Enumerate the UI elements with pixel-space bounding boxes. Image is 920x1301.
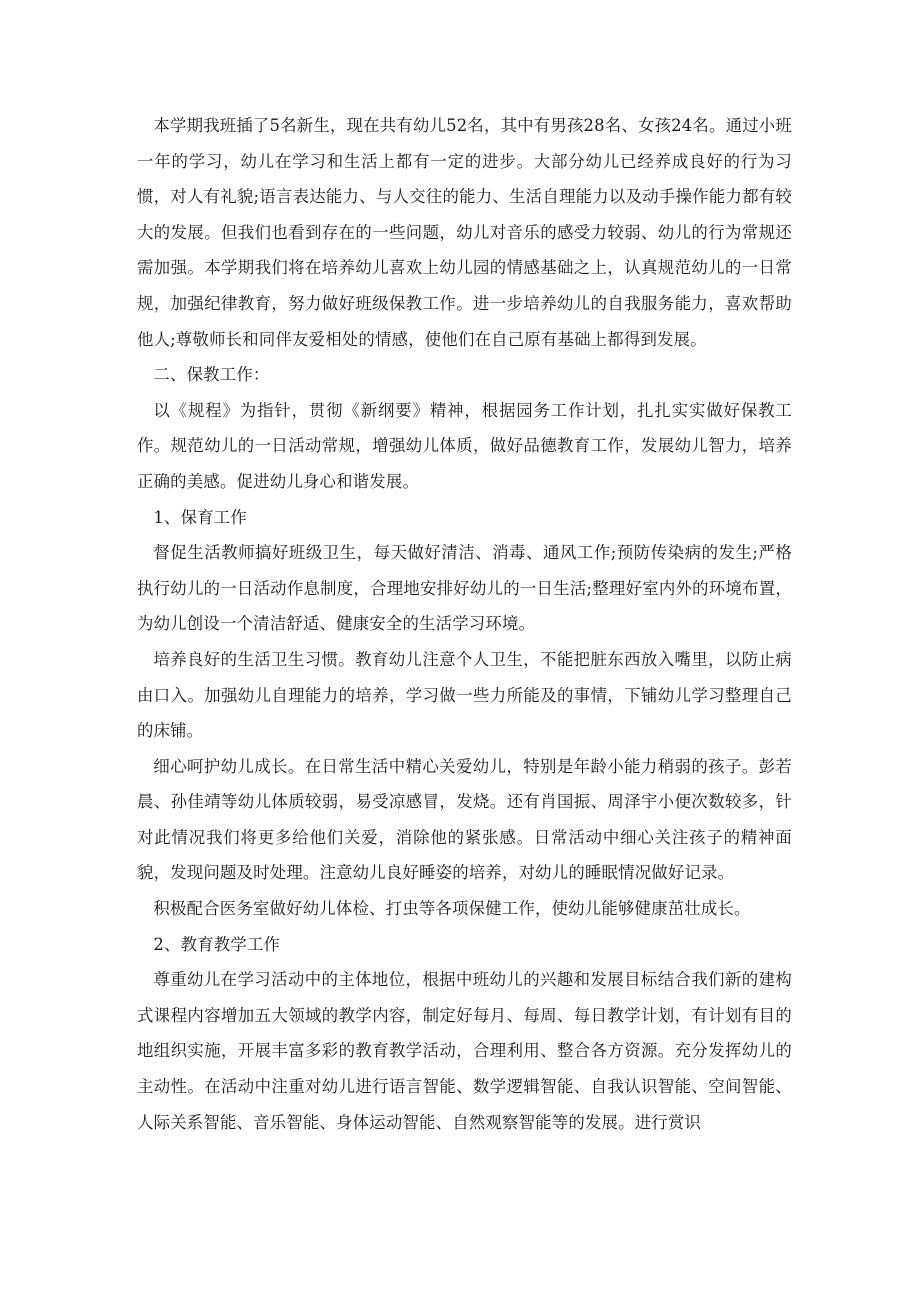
subheading-teaching-work: 2、教育教学工作 bbox=[153, 934, 281, 954]
paragraph-hygiene-habits: 培养良好的生活卫生习惯。教育幼儿注意个人卫生，不能把脏东西放入嘴里，以防止病由口入。加强幼儿自理能力的培养，学习做一些力所能及的事情，下铺幼儿学习整理自己的床铺。 bbox=[137, 649, 792, 741]
paragraph-teaching-plan: 尊重幼儿在学习活动中的主体地位，根据中班幼儿的兴趣和发展目标结合我们新的建构式课程内容增加五大领域的教学内容，制定好每月、每周、每日教学计划，有计划有目的地组织实施，开展丰富多彩的教育教学活动，合理利用、整合各方资源。充分发挥幼儿的主动性。在活动中注重对幼儿进行语言智能、数学逻辑智能、自我认识智能、空间智能、人际关系智能、音乐智能、身体运动智能、自然观察智能等的发展。进行赏识 bbox=[137, 970, 792, 1132]
paragraph-class-overview: 本学期我班插了5名新生，现在共有幼儿52名，其中有男孩28名、女孩24名。通过小班一年的学习，幼儿在学习和生活上都有一定的进步。大部分幼儿已经养成良好的行为习惯，对人有礼貌;语言表达能力、与人交往的能力、生活自理能力以及动手操作能力都有较大的发展。但我们也看到存在的一些问题，幼儿对音乐的感受力较弱、幼儿的行为常规还需加强。本学期我们将在培养幼儿喜欢上幼儿园的情感基础之上，认真规范幼儿的一日常规，加强纪律教育，努力做好班级保教工作。进一步培养幼儿的自我服务能力，喜欢帮助他人;尊敬师长和同伴友爱相处的情感，使他们在自己原有基础上都得到发展。 bbox=[137, 116, 792, 349]
paragraph-careful-nurturing: 细心呵护幼儿成长。在日常生活中精心关爱幼儿，特别是年龄小能力稍弱的孩子。彭若晨、孙佳靖等幼儿体质较弱，易受凉感冒，发烧。还有肖国振、周泽宇小便次数较多，针对此情况我们将更多给他们关爱，消除他的紧张感。日常活动中细心关注孩子的精神面貌，发现问题及时处理。注意幼儿良好睡姿的培养，对幼儿的睡眠情况做好记录。 bbox=[137, 756, 792, 883]
subheading-childcare-work: 1、保育工作 bbox=[153, 507, 247, 527]
paragraph-health-checkups: 积极配合医务室做好幼儿体检、打虫等各项保健工作，使幼儿能够健康茁壮成长。 bbox=[153, 899, 751, 919]
paragraph-care-education-guidance: 以《规程》为指针，贯彻《新纲要》精神，根据园务工作计划，扎扎实实做好保教工作。规范幼儿的一日活动常规，增强幼儿体质，做好品德教育工作，发展幼儿智力，培养正确的美感。促进幼儿身心和谐发展。 bbox=[137, 400, 792, 491]
document-body bbox=[137, 108, 792, 1140]
section-heading-care-education: 二、保教工作： bbox=[153, 365, 270, 385]
paragraph-class-hygiene: 督促生活教师搞好班级卫生，每天做好清洁、消毒、通风工作;预防传染病的发生;严格执行幼儿的一日活动作息制度，合理地安排好幼儿的一日生活;整理好室内外的环境布置，为幼儿创设一个清洁舒适、健康安全的生活学习环境。 bbox=[137, 543, 792, 634]
